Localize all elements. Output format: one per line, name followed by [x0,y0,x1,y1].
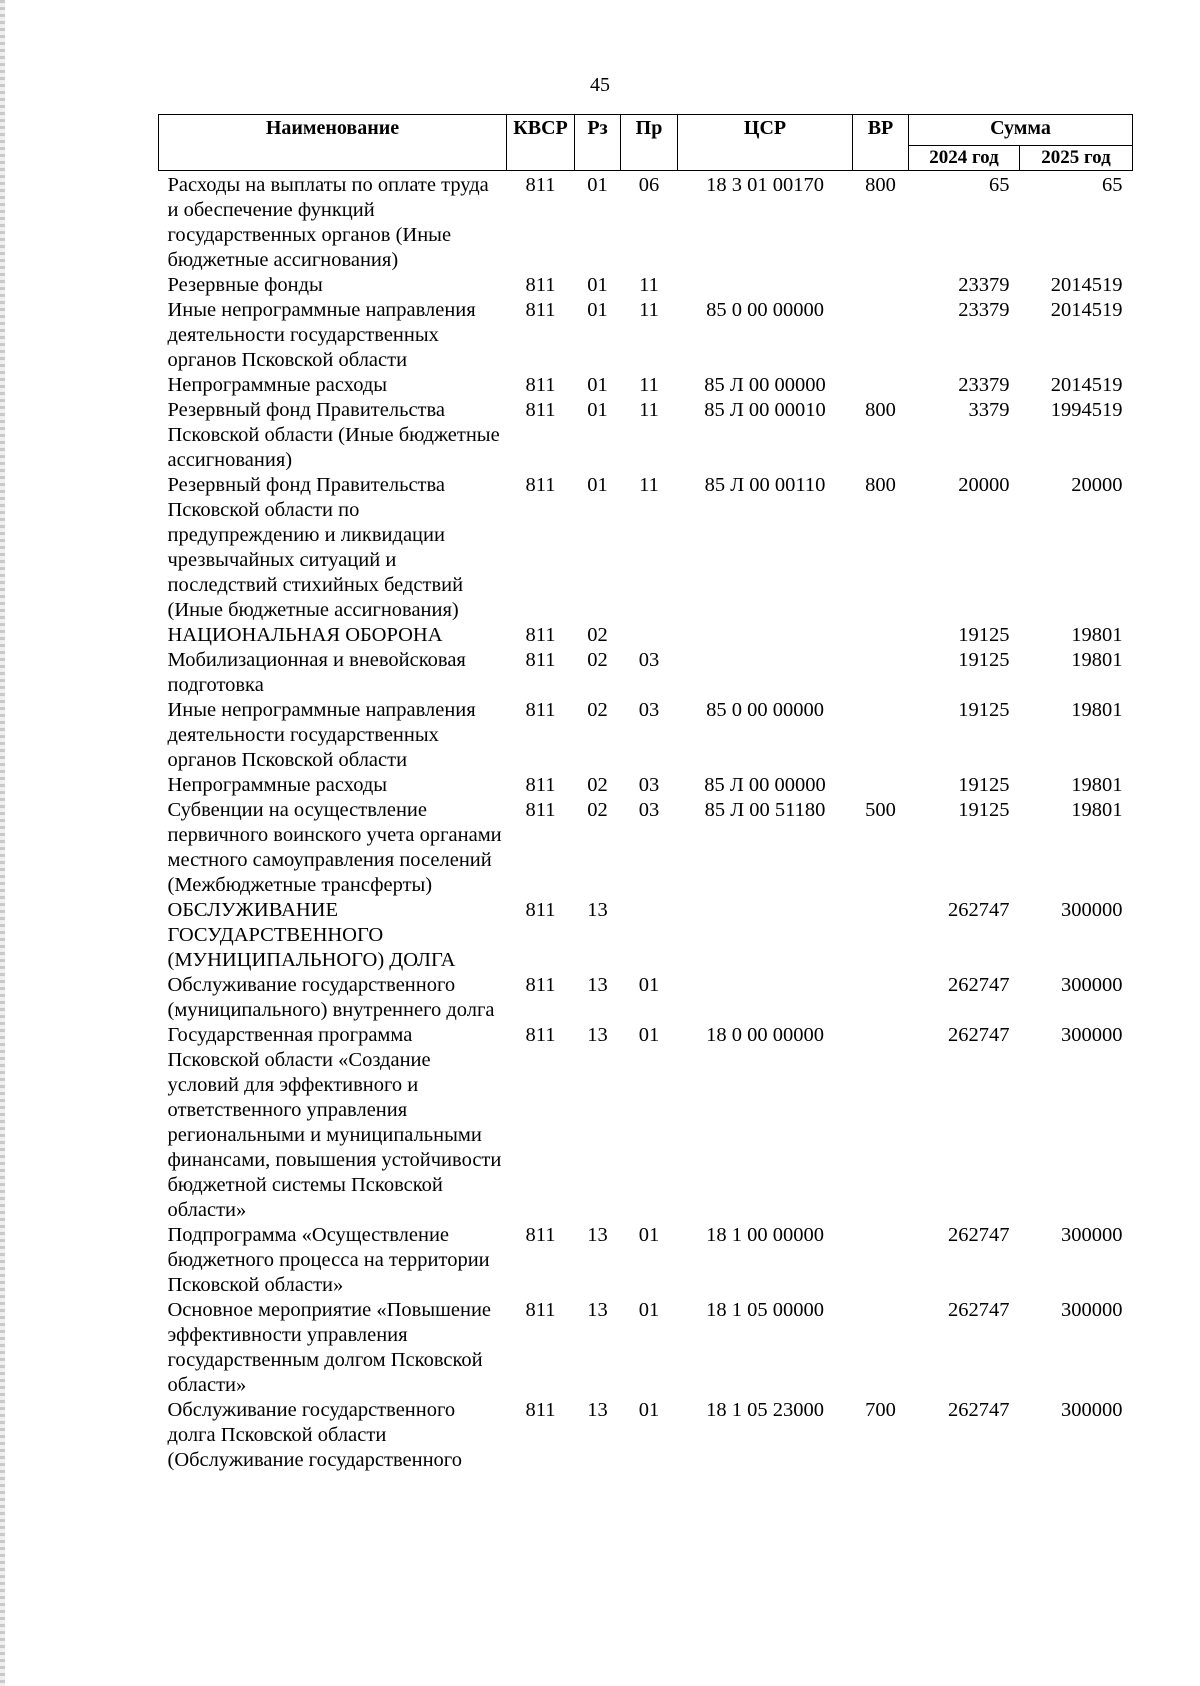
row-kvsr: 811 [525,474,556,496]
row-csr: 85 0 00 00000 [706,299,824,321]
table-row [159,273,1133,298]
header-vr: ВР [853,115,909,171]
table-row [159,1223,1133,1298]
row-sum-2024: 23379 [958,274,1010,296]
row-vr: 700 [865,1399,896,1421]
row-kvsr: 811 [525,1024,556,1046]
row-rz: 02 [587,774,608,796]
row-sum-2025: 19801 [1071,649,1123,671]
row-vr: 800 [865,399,896,421]
row-rz: 13 [587,1224,608,1246]
row-kvsr: 811 [525,174,556,196]
row-pr: 03 [638,699,660,721]
row-name: Резервный фонд Правительства Псковской области по предупреждению и ликвидации чрезвычайных ситуаций и последствий стихийных бедствий (Иные бюджетные ассигнования) [167,474,464,621]
row-pr: 01 [638,1224,660,1246]
row-vr [853,1223,909,1298]
row-kvsr: 811 [525,699,556,721]
row-kvsr: 811 [525,974,556,996]
row-kvsr: 811 [525,1299,556,1321]
row-rz: 02 [587,699,608,721]
row-pr [621,623,678,648]
row-vr [853,373,909,398]
row-pr: 06 [638,174,660,196]
row-sum-2024: 19125 [958,624,1010,646]
row-sum-2024: 262747 [948,1224,1010,1246]
row-sum-2024: 262747 [948,1399,1010,1421]
row-name: Обслуживание государственного (муниципального) внутреннего долга [167,974,495,1021]
row-pr: 11 [639,399,659,421]
row-name: Расходы на выплаты по оплате труда и обеспечение функций государственных органов (Иные бюджетные ассигнования) [167,174,489,271]
row-sum-2025: 2014519 [1050,299,1123,321]
row-rz: 13 [587,974,608,996]
row-sum-2024: 23379 [958,299,1010,321]
row-pr: 11 [639,374,659,396]
row-csr [678,973,853,1023]
table-row [159,973,1133,1023]
row-pr: 11 [639,274,659,296]
row-sum-2025: 2014519 [1050,374,1123,396]
row-sum-2024: 262747 [948,974,1010,996]
row-rz: 13 [587,1399,608,1421]
row-csr: 85 0 00 00000 [706,699,824,721]
row-vr [853,648,909,698]
header-rz: Рз [575,115,621,171]
row-csr: 18 1 05 00000 [706,1299,824,1321]
table-row [159,398,1133,473]
row-kvsr: 811 [525,1399,556,1421]
row-rz: 01 [587,299,608,321]
row-pr: 01 [638,1399,660,1421]
row-name: Иные непрограммные направления деятельности государственных органов Псковской области [167,699,476,771]
row-name: Непрограммные расходы [167,774,388,796]
row-sum-2025: 65 [1102,174,1123,196]
header-csr: ЦСР [678,115,853,171]
header-kvsr: КВСР [507,115,575,171]
row-csr: 18 1 00 00000 [706,1224,824,1246]
row-sum-2024: 19125 [958,649,1010,671]
row-sum-2025: 19801 [1071,624,1123,646]
table-row [159,698,1133,773]
row-name: Государственная программа Псковской области «Создание условий для эффективного и ответственного управления региональными и муниципальными финансами, повышения устойчивости бюджетной системы Псковской области» [167,1024,502,1221]
row-sum-2024: 19125 [958,774,1010,796]
row-pr: 01 [638,1299,660,1321]
row-name: НАЦИОНАЛЬНАЯ ОБОРОНА [167,624,443,646]
row-vr [853,1298,909,1398]
table-row [159,473,1133,623]
row-vr: 800 [865,474,896,496]
row-pr: 03 [638,774,660,796]
table-row [159,1023,1133,1223]
row-csr [678,898,853,973]
row-kvsr: 811 [525,374,556,396]
table-row [159,1298,1133,1398]
row-csr: 18 0 00 00000 [706,1024,824,1046]
row-vr [853,1023,909,1223]
row-sum-2025: 300000 [1061,899,1123,921]
row-rz: 01 [587,474,608,496]
row-vr: 500 [865,799,896,821]
row-rz: 02 [587,649,608,671]
table-row [159,773,1133,798]
row-rz: 13 [587,1299,608,1321]
row-kvsr: 811 [525,899,556,921]
row-kvsr: 811 [525,399,556,421]
row-pr: 03 [638,799,660,821]
row-vr [853,973,909,1023]
row-name: Непрограммные расходы [167,374,388,396]
row-kvsr: 811 [525,624,556,646]
row-sum-2024: 3379 [968,399,1010,421]
row-name: Основное мероприятие «Повышение эффективности управления государственным долгом Псковской области» [167,1299,492,1396]
row-name: Мобилизационная и вневойсковая подготовка [167,649,466,696]
table-row [159,298,1133,373]
row-pr: 01 [638,974,660,996]
row-pr: 11 [639,299,659,321]
row-rz: 13 [587,899,608,921]
row-vr [853,273,909,298]
table-row [159,373,1133,398]
row-kvsr: 811 [525,1224,556,1246]
row-kvsr: 811 [525,649,556,671]
row-sum-2024: 65 [989,174,1010,196]
row-sum-2025: 300000 [1061,1399,1123,1421]
row-pr [621,898,678,973]
table-row [159,171,1133,274]
table-header [159,115,1133,171]
row-sum-2024: 20000 [958,474,1010,496]
row-pr: 11 [639,474,659,496]
row-csr: 18 1 05 23000 [706,1399,824,1421]
row-sum-2025: 300000 [1061,1224,1123,1246]
row-vr [853,698,909,773]
budget-table [158,114,1133,1473]
row-vr: 800 [865,174,896,196]
row-csr: 85 Л 00 00110 [704,474,826,496]
table-body [159,171,1133,1474]
row-sum-2025: 300000 [1061,1299,1123,1321]
row-sum-2024: 19125 [958,699,1010,721]
row-kvsr: 811 [525,774,556,796]
table-row [159,623,1133,648]
row-sum-2025: 19801 [1071,774,1123,796]
row-rz: 01 [587,374,608,396]
header-year-2024: 2024 год [909,146,1020,171]
row-csr: 85 Л 00 00000 [704,774,826,796]
row-vr [853,298,909,373]
row-sum-2024: 262747 [948,1299,1010,1321]
row-name: Иные непрограммные направления деятельности государственных органов Псковской области [167,299,476,371]
page-number: 45 [590,74,610,96]
row-sum-2024: 262747 [948,1024,1010,1046]
table-row [159,898,1133,973]
row-csr: 85 Л 00 00010 [704,399,826,421]
row-sum-2025: 2014519 [1050,274,1123,296]
row-rz: 02 [587,799,608,821]
row-kvsr: 811 [525,274,556,296]
row-rz: 01 [587,274,608,296]
row-sum-2025: 19801 [1071,699,1123,721]
row-csr: 85 Л 00 00000 [704,374,826,396]
header-pr: Пр [621,115,678,171]
row-vr [853,623,909,648]
row-pr: 03 [638,649,660,671]
row-rz: 01 [587,399,608,421]
row-sum-2025: 300000 [1061,1024,1123,1046]
row-kvsr: 811 [525,299,556,321]
row-rz: 02 [587,624,608,646]
row-csr: 85 Л 00 51180 [704,799,826,821]
table-row [159,1398,1133,1473]
row-csr [678,623,853,648]
row-name: Резервные фонды [167,274,323,296]
row-name: Обслуживание государственного долга Псковской области (Обслуживание государственного [167,1399,462,1471]
table-row [159,648,1133,698]
row-sum-2024: 19125 [958,799,1010,821]
row-sum-2025: 20000 [1071,474,1123,496]
scan-edge-decoration [0,0,5,1686]
row-sum-2025: 19801 [1071,799,1123,821]
row-kvsr: 811 [525,799,556,821]
table-row [159,798,1133,898]
row-sum-2025: 1994519 [1050,399,1123,421]
row-sum-2024: 23379 [958,374,1010,396]
row-sum-2024: 262747 [948,899,1010,921]
row-pr: 01 [638,1024,660,1046]
row-name: ОБСЛУЖИВАНИЕ ГОСУДАРСТВЕННОГО (МУНИЦИПАЛЬНОГО) ДОЛГА [167,899,456,971]
row-rz: 13 [587,1024,608,1046]
row-name: Подпрограмма «Осуществление бюджетного процесса на территории Псковской области» [167,1224,490,1296]
header-name: Наименование [159,115,507,171]
header-sum: Сумма [909,115,1133,146]
row-name: Субвенции на осуществление первичного воинского учета органами местного самоуправления поселений (Межбюджетные трансферты) [167,799,502,896]
row-csr [678,648,853,698]
row-csr: 18 3 01 00170 [706,174,824,196]
header-year-2025: 2025 год [1020,146,1133,171]
row-rz: 01 [587,174,608,196]
row-vr [853,898,909,973]
row-vr [853,773,909,798]
row-sum-2025: 300000 [1061,974,1123,996]
row-csr [678,273,853,298]
row-name: Резервный фонд Правительства Псковской области (Иные бюджетные ассигнования) [167,399,500,471]
